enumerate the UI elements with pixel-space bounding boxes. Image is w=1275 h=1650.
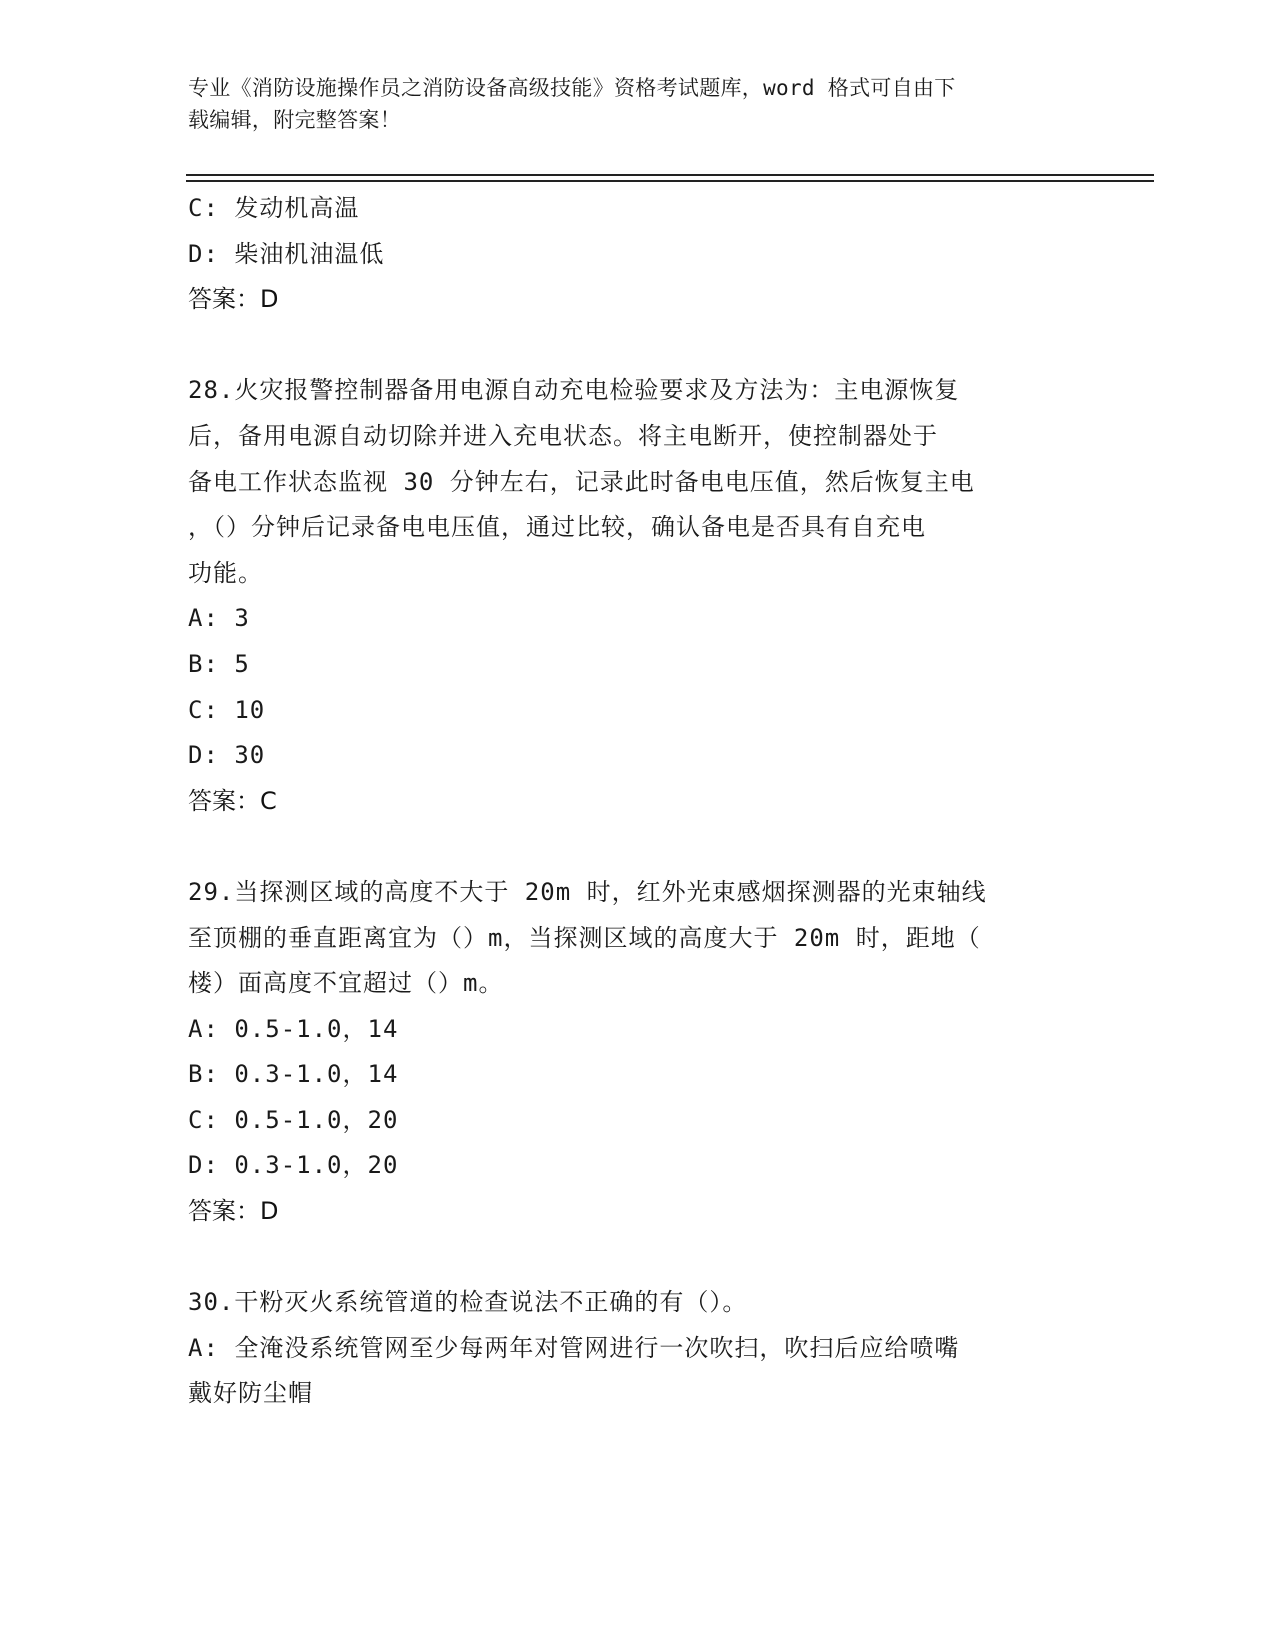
header-divider-bottom [186,180,1154,182]
question-text-line: 备电工作状态监视 30 分钟左右，记录此时备电电压值，然后恢复主电 [188,467,975,496]
page-header [188,72,1078,136]
option-c: C: 10 [188,695,266,724]
spacer [188,824,1088,870]
option-c: C: 发动机高温 [188,194,360,222]
option-b: B: 0.3-1.0，14 [188,1060,399,1089]
header-divider-top [186,174,1154,176]
option-a: A: 全淹没系统管网至少每两年对管网进行一次吹扫，吹扫后应给喷嘴 [188,1333,960,1362]
option-b: B: 5 [188,649,250,678]
option-d: D: 柴油机油温低 [188,239,385,268]
question-text-line: 29.当探测区域的高度不大于 20m 时，红外光束感烟探测器的光束轴线 [188,877,987,906]
question-text-line: 28.火灾报警控制器备用电源自动充电检验要求及方法为：主电源恢复 [188,376,960,405]
answer: 答案：C [188,786,277,815]
spacer [188,323,1088,369]
question-text-line: 楼）面高度不宜超过（）m。 [188,969,504,998]
spacer [188,1235,1088,1281]
answer: 答案：D [188,1197,279,1226]
question-text-line: 功能。 [188,558,263,587]
question-content [188,186,1088,1417]
question-text-line: 至顶棚的垂直距离宜为（）m，当探测区域的高度大于 20m 时，距地（ [188,923,981,952]
header-line-2: 载编辑，附完整答案！ [188,108,401,132]
question-27-continued [188,186,1088,323]
question-text-line: ，（）分钟后记录备电电压值，通过比较，确认备电是否具有自充电 [188,513,926,542]
answer: 答案：D [188,285,279,314]
option-c: C: 0.5-1.0，20 [188,1105,399,1134]
option-d: D: 30 [188,741,266,770]
question-28 [188,368,1088,824]
question-29 [188,870,1088,1235]
option-a-continued: 戴好防尘帽 [188,1379,313,1408]
option-d: D: 0.3-1.0，20 [188,1151,399,1180]
question-text-line: 30.干粉灭火系统管道的检查说法不正确的有（）。 [188,1288,748,1317]
option-a: A: 0.5-1.0，14 [188,1014,399,1043]
option-a: A: 3 [188,604,250,633]
header-line-1: 专业《消防设施操作员之消防设备高级技能》资格考试题库，word 格式可自由下 [188,76,956,100]
question-text-line: 后，备用电源自动切除并进入充电状态。将主电断开，使控制器处于 [188,421,938,450]
question-30 [188,1280,1088,1417]
